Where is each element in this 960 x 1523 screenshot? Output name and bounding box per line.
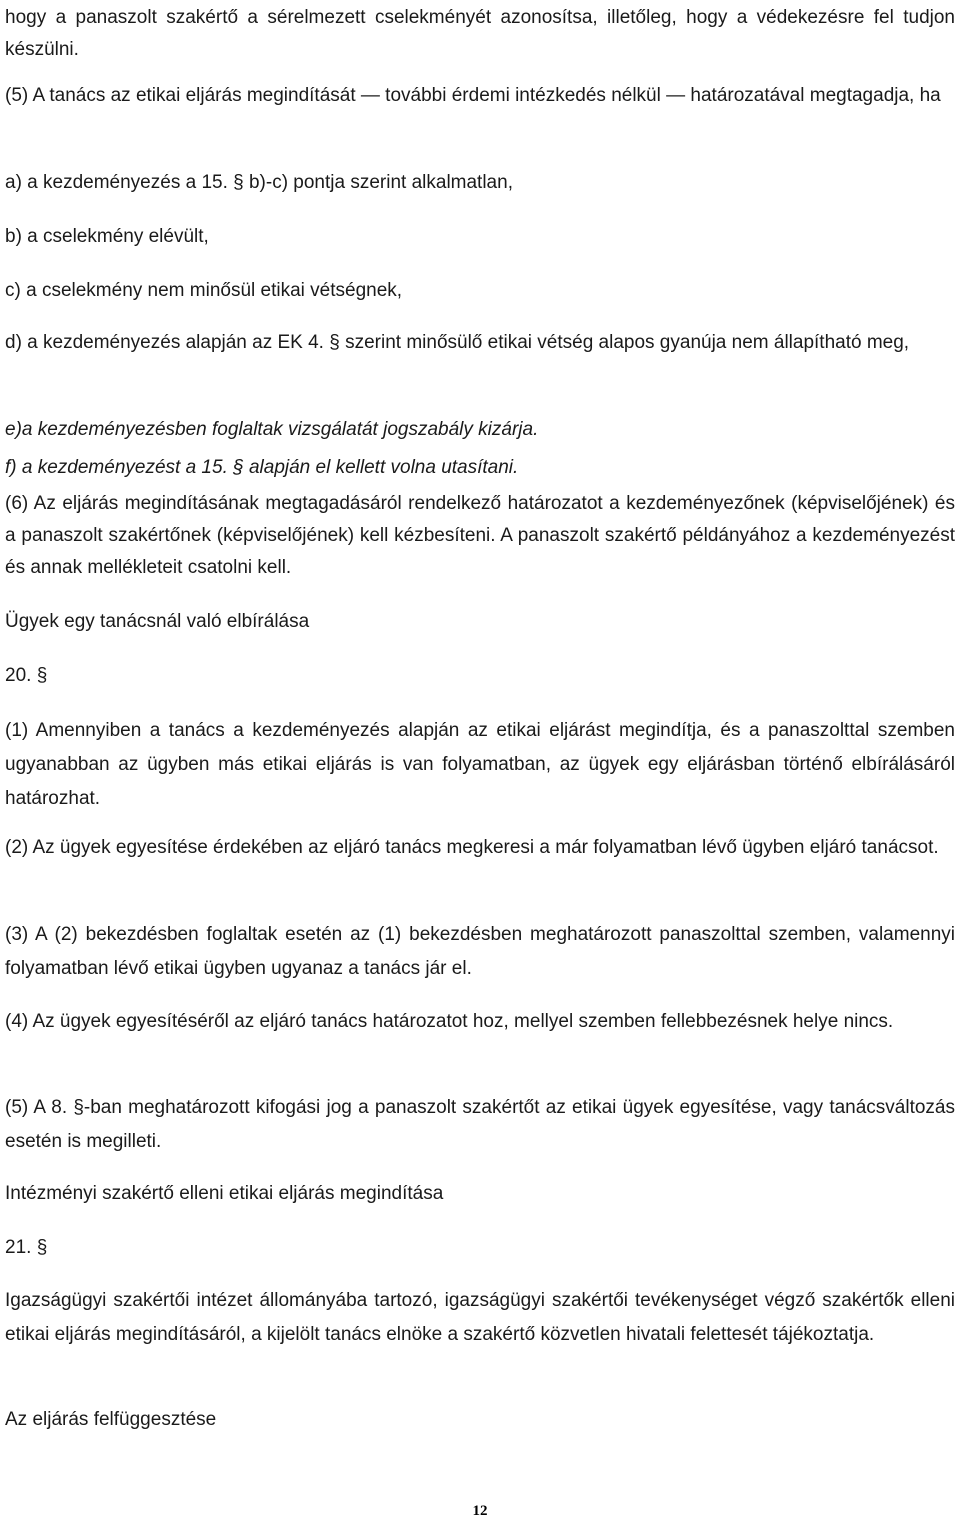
section-21-paragraph: Igazságügyi szakértői intézet állományába tartozó, igazságügyi szakértői tevékenységet végző szakértők elleni etikai eljárás megindításáról, a kijelölt tanács elnöke a szakértő közvetlen hivatali felettesét tájékoztatja. — [5, 1290, 955, 1345]
section-20-paragraph-5: (5) A 8. §-ban meghatározott kifogási jog a panaszolt szakértőt az etikai ügyek egyesítése, vagy tanácsváltozás esetén is megilleti. — [5, 1097, 955, 1152]
list-item-d: d) a kezdeményezés alapján az EK 4. § szerint minősülő etikai vétség alapos gyanúja nem állapítható meg, — [5, 332, 910, 353]
list-item-c: c) a cselekmény nem minősül etikai vétségnek, — [5, 280, 403, 301]
section-20-paragraph-2: (2) Az ügyek egyesítése érdekében az eljáró tanács megkeresi a már folyamatban lévő ügyben eljáró tanácsot. — [5, 837, 939, 858]
section-heading-ugyek: Ügyek egy tanácsnál való elbírálása — [5, 611, 310, 632]
section-20-paragraph-1: (1) Amennyiben a tanács a kezdeményezés alapján az etikai eljárást megindítja, és a panaszolttal szemben ugyanabban az ügyben más etikai eljárás is van folyamatban, az ügyek egy eljárásban történő elbírálásáról határozhat. — [5, 720, 955, 809]
section-heading-intezmenyi: Intézményi szakértő elleni etikai eljárás megindítása — [5, 1183, 444, 1204]
paragraph-5: (5) A tanács az etikai eljárás megindítását — további érdemi intézkedés nélkül — határozatával megtagadja, ha — [5, 85, 941, 106]
page-number: 12 — [472, 1503, 488, 1519]
paragraph-6: (6) Az eljárás megindításának megtagadásáról rendelkező határozatot a kezdeményezőnek (képviselőjének) és a panaszolt szakértőnek (képviselőjének) kell kézbesíteni. A panaszolt szakértő példányához a kezdeményezést és annak mellékleteit csatolni kell. — [5, 493, 955, 578]
section-20-paragraph-4: (4) Az ügyek egyesítéséről az eljáró tanács határozatot hoz, mellyel szemben fellebbezésnek helye nincs. — [5, 1011, 894, 1032]
section-heading-felfuggesztes: Az eljárás felfüggesztése — [5, 1409, 217, 1430]
section-20-paragraph-3: (3) A (2) bekezdésben foglaltak esetén az (1) bekezdésben meghatározott panaszolttal szemben, valamennyi folyamatban lévő etikai ügyben ugyanaz a tanács jár el. — [5, 924, 955, 979]
list-item-b: b) a cselekmény elévült, — [5, 226, 209, 247]
section-number-20: 20. § — [5, 665, 48, 686]
list-item-e: e)a kezdeményezésben foglaltak vizsgálatát jogszabály kizárja. — [5, 419, 539, 440]
section-number-21: 21. § — [5, 1237, 48, 1258]
paragraph-continuation: hogy a panaszolt szakértő a sérelmezett cselekményét azonosítsa, illetőleg, hogy a védekezésre fel tudjon készülni. — [5, 7, 955, 60]
list-item-a: a) a kezdeményezés a 15. § b)-c) pontja szerint alkalmatlan, — [5, 172, 513, 193]
list-item-f: f) a kezdeményezést a 15. § alapján el kellett volna utasítani. — [5, 457, 519, 478]
